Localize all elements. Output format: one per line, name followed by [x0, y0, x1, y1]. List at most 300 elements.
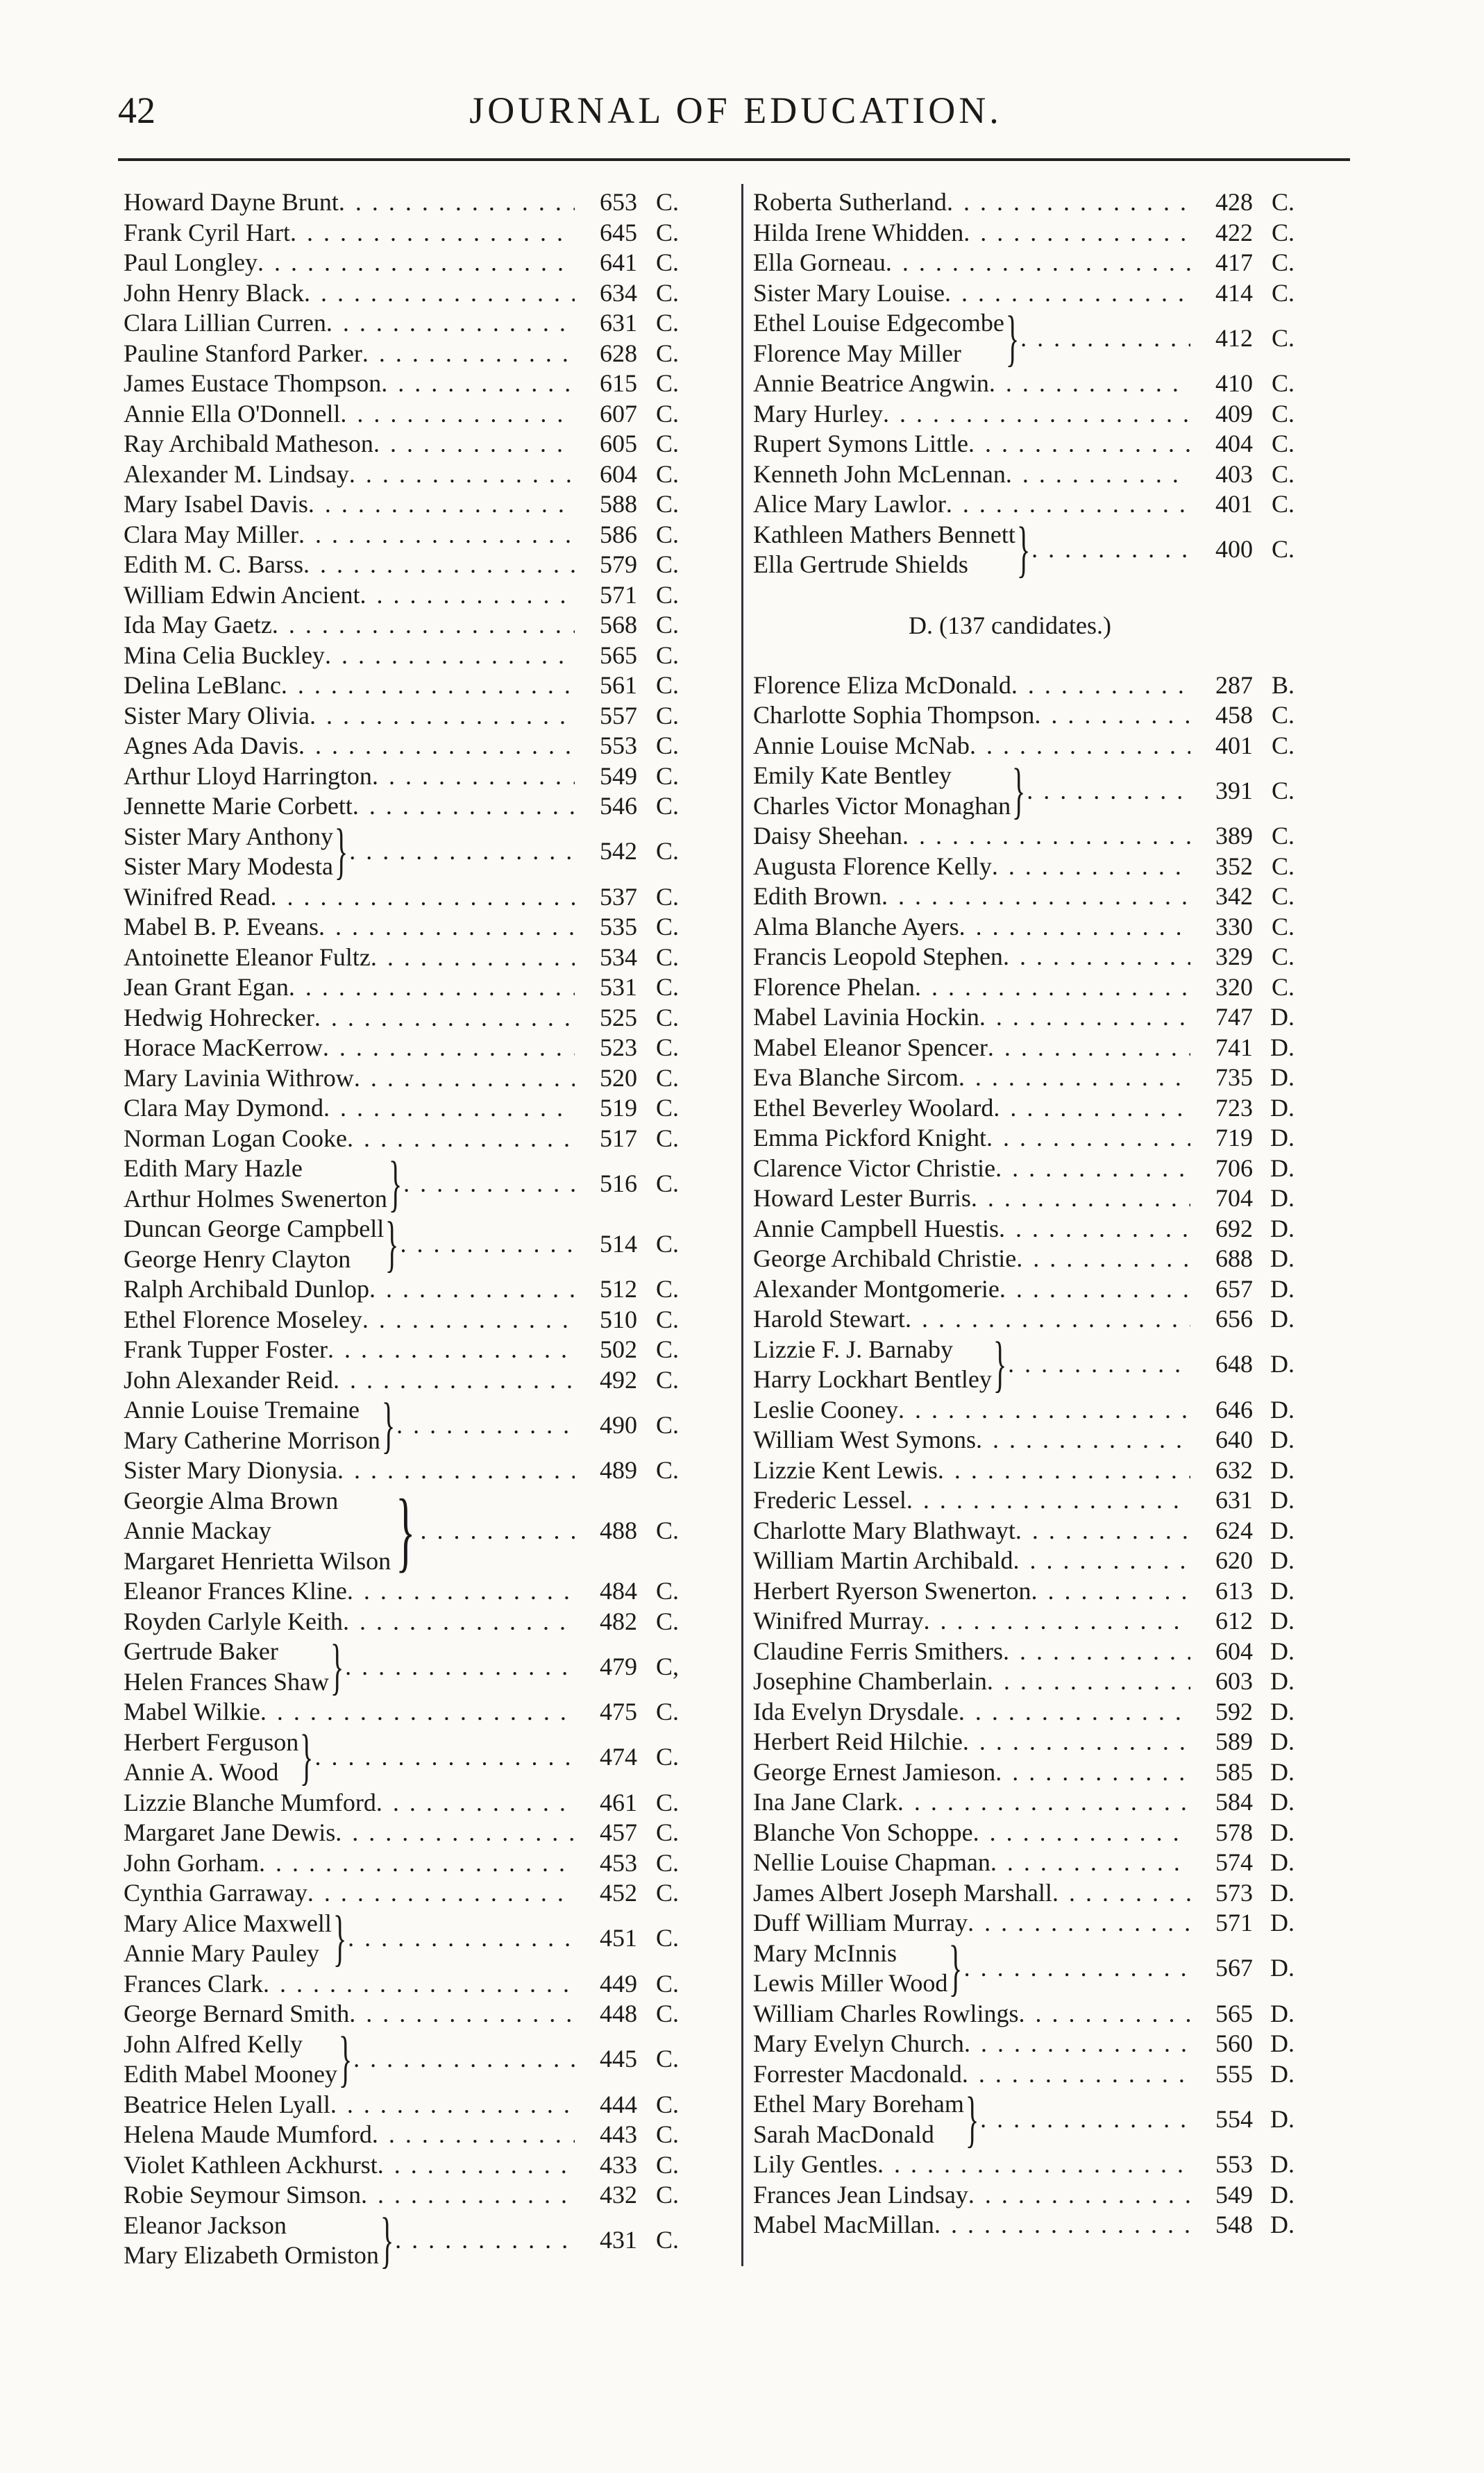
candidate-entry — [753, 1666, 1295, 1697]
candidate-name: Forrester Macdonald — [753, 2059, 962, 2088]
candidate-entry — [124, 399, 679, 430]
candidate-grade: C. — [655, 399, 679, 428]
candidate-entry — [124, 2090, 679, 2120]
candidate-names — [753, 1878, 1052, 1909]
candidate-grade: C. — [655, 792, 679, 820]
candidate-name: Frances Jean Lindsay — [753, 2180, 968, 2209]
candidate-entry — [124, 1149, 679, 1218]
candidate-entry — [124, 580, 679, 611]
candidate-names — [753, 1455, 938, 1486]
leader-dots — [340, 399, 575, 430]
candidate-score: 719 — [1215, 1124, 1253, 1151]
candidate-names — [753, 1214, 999, 1244]
candidate-name: Mary Catherine Morrison — [124, 1426, 380, 1454]
candidate-grade: C. — [655, 611, 679, 639]
candidate-entry — [753, 1395, 1295, 1426]
leader-dots — [905, 1304, 1190, 1335]
leader-dots — [369, 1274, 575, 1305]
candidate-grade: C. — [1271, 369, 1295, 397]
group-brace: } — [300, 1723, 314, 1791]
candidate-score: 735 — [1215, 1063, 1253, 1091]
candidate-names — [124, 1637, 329, 1697]
candidate-entry — [124, 1607, 679, 1637]
candidate-grade: D. — [1270, 1033, 1295, 1061]
candidate-names — [753, 972, 915, 1003]
leader-dots — [339, 187, 575, 218]
candidate-grade: D. — [1270, 1546, 1295, 1574]
candidate-name: Alma Blanche Ayers — [753, 912, 959, 940]
candidate-grade: B. — [1271, 670, 1295, 699]
candidate-entry — [753, 1425, 1295, 1455]
leader-dots — [946, 489, 1190, 520]
candidate-name: Violet Kathleen Ackhurst — [124, 2150, 378, 2179]
candidate-score: 589 — [1215, 1728, 1253, 1755]
candidate-name: Francis Leopold Stephen — [753, 943, 1003, 970]
candidate-name: William Martin Archibald — [753, 1546, 1013, 1574]
candidate-score: 523 — [600, 1033, 637, 1061]
candidate-grade: C. — [1271, 490, 1295, 518]
candidate-grade: C. — [655, 1969, 679, 1998]
candidate-name: Sister Mary Dionysia — [124, 1456, 337, 1484]
candidate-grade: D. — [1270, 1274, 1295, 1303]
candidate-score: 555 — [1215, 2059, 1253, 2088]
candidate-names — [124, 339, 362, 369]
candidate-names — [753, 2029, 964, 2059]
candidate-name: Mary Elizabeth Ormiston — [124, 2241, 379, 2269]
leader-dots — [400, 1229, 575, 1260]
candidate-entry — [124, 761, 679, 792]
candidate-entry — [124, 1365, 679, 1396]
leader-dots — [381, 369, 575, 399]
candidate-score: 656 — [1215, 1305, 1253, 1333]
candidate-names — [753, 852, 992, 882]
candidate-score: 479 — [600, 1652, 637, 1680]
candidate-grade: C. — [1271, 278, 1295, 307]
candidate-grade: C. — [655, 1924, 679, 1952]
candidate-score: 565 — [600, 641, 637, 669]
candidate-entry — [124, 791, 679, 822]
candidate-names — [753, 1335, 992, 1395]
candidate-names — [753, 1516, 1015, 1546]
candidate-score: 404 — [1215, 430, 1253, 457]
candidate-names — [124, 972, 289, 1003]
candidate-names — [124, 187, 339, 218]
candidate-score: 641 — [600, 248, 637, 276]
candidate-score: 352 — [1215, 852, 1253, 880]
candidate-entry — [124, 1969, 679, 2000]
candidate-name: Ethel Louise Edgecombe — [753, 309, 1004, 337]
candidate-entry — [124, 641, 679, 671]
candidate-score: 585 — [1215, 1757, 1253, 1786]
candidate-name: Herbert Ryerson Swenerton — [753, 1576, 1031, 1605]
leader-dots — [1016, 1244, 1190, 1274]
candidate-name: Harry Lockhart Bentley — [753, 1365, 992, 1393]
candidate-names — [753, 1848, 990, 1878]
candidate-entry — [753, 2180, 1295, 2211]
leader-dots — [968, 2180, 1190, 2211]
leader-dots — [1031, 1576, 1190, 1607]
candidate-score: 444 — [600, 2090, 637, 2118]
candidate-name: Emily Kate Bentley — [753, 761, 952, 789]
candidate-grade: C. — [655, 2045, 679, 2073]
candidate-names — [124, 1003, 314, 1033]
candidate-grade: D. — [1270, 1455, 1295, 1484]
candidate-name: Arthur Holmes Swenerton — [124, 1184, 387, 1213]
leader-dots — [877, 2150, 1190, 2180]
candidate-entry — [753, 1757, 1295, 1788]
candidate-names — [124, 580, 360, 611]
candidate-name: James Albert Joseph Marshall — [753, 1878, 1052, 1907]
candidate-entry — [753, 1093, 1295, 1124]
candidate-score: 571 — [600, 580, 637, 609]
group-brace: } — [330, 1632, 344, 1701]
candidate-entry — [124, 1904, 679, 1973]
leader-dots — [995, 1154, 1190, 1184]
candidate-entry — [753, 1818, 1295, 1848]
candidate-name: George Bernard Smith — [124, 2000, 350, 2027]
candidate-names — [753, 459, 1006, 490]
candidate-name: Sister Mary Olivia — [124, 701, 310, 729]
candidate-name: Ella Gorneau — [753, 248, 886, 276]
candidate-entry — [124, 943, 679, 973]
candidate-names — [124, 1124, 347, 1154]
candidate-score: 653 — [600, 188, 637, 216]
candidate-name: Duff William Murray — [753, 1909, 968, 1936]
left-column — [124, 187, 679, 2274]
leader-dots — [1027, 776, 1190, 807]
candidate-entry — [124, 459, 679, 490]
candidate-names — [124, 670, 281, 701]
candidate-score: 451 — [600, 1924, 637, 1952]
candidate-names — [753, 1274, 1000, 1305]
candidate-names — [124, 1969, 263, 2000]
candidate-entry — [124, 339, 679, 369]
group-brace: } — [332, 1904, 347, 1973]
candidate-entry — [124, 731, 679, 761]
candidate-name: Sister Mary Louise — [753, 278, 945, 307]
leader-dots — [290, 218, 575, 248]
leader-dots — [308, 489, 575, 520]
leader-dots — [303, 550, 575, 580]
candidate-names — [124, 1455, 337, 1486]
candidate-name: Blanche Von Schoppe — [753, 1818, 973, 1846]
section-d-list — [753, 670, 1295, 2240]
candidate-entry — [124, 2206, 679, 2274]
candidate-name: Frederic Lessel — [753, 1486, 907, 1514]
candidate-name: Paul Longley — [124, 248, 258, 276]
candidate-entry — [753, 1848, 1295, 1878]
section-d-heading: D. (137 candidates.) — [909, 611, 1111, 639]
candidate-names — [124, 459, 349, 490]
candidate-names — [753, 1697, 959, 1728]
candidate-entry — [124, 701, 679, 732]
candidate-score: 578 — [1215, 1818, 1253, 1846]
candidate-grade: C. — [655, 882, 679, 911]
candidate-score: 431 — [600, 2226, 637, 2254]
leader-dots — [938, 1455, 1190, 1486]
leader-dots — [886, 248, 1190, 278]
candidate-entry — [753, 1908, 1295, 1939]
candidate-names — [124, 399, 340, 430]
candidate-score: 571 — [1215, 1909, 1253, 1936]
candidate-name: Lily Gentles — [753, 2150, 877, 2178]
candidate-name: Ida Evelyn Drysdale — [753, 1697, 959, 1725]
candidate-names — [124, 308, 326, 339]
candidate-name: Annie Beatrice Angwin — [753, 369, 989, 397]
candidate-score: 412 — [1215, 323, 1253, 352]
candidate-score: 342 — [1215, 882, 1253, 910]
leader-dots — [1052, 1878, 1190, 1909]
leader-dots — [964, 1953, 1190, 1984]
candidate-name: Robie Seymour Simson — [124, 2181, 362, 2209]
leader-dots — [923, 1606, 1190, 1637]
candidate-name: Florence Eliza McDonald — [753, 670, 1011, 699]
leader-dots — [1006, 459, 1190, 490]
candidate-score: 603 — [1215, 1667, 1253, 1695]
candidate-grade: C. — [655, 1577, 679, 1605]
candidate-entry — [753, 515, 1295, 584]
candidate-score: 688 — [1215, 1244, 1253, 1272]
candidate-score: 645 — [600, 218, 637, 246]
candidate-grade: C. — [1271, 218, 1295, 246]
candidate-entry — [124, 1878, 679, 1909]
candidate-names — [124, 761, 372, 792]
candidate-grade: D. — [1270, 1728, 1295, 1755]
candidate-names — [753, 308, 1004, 369]
candidate-grade: C. — [655, 1063, 679, 1092]
candidate-grade: D. — [1270, 1426, 1295, 1453]
candidate-grade: C. — [1271, 459, 1295, 488]
candidate-grade: D. — [1270, 1063, 1295, 1091]
leader-dots — [971, 1183, 1190, 1214]
group-brace: } — [1016, 515, 1031, 584]
candidate-grade: D. — [1270, 1214, 1295, 1242]
candidate-score: 410 — [1215, 369, 1253, 397]
candidate-entry — [753, 881, 1295, 912]
candidate-names — [753, 881, 882, 912]
candidate-grade: C. — [655, 732, 679, 759]
candidate-name: Frank Tupper Foster — [124, 1335, 328, 1363]
candidate-name: Lizzie Kent Lewis — [753, 1455, 938, 1484]
candidate-score: 632 — [1215, 1455, 1253, 1484]
candidate-score: 584 — [1215, 1788, 1253, 1816]
candidate-names — [124, 1607, 343, 1637]
candidate-names — [124, 1878, 307, 1909]
candidate-grade: C. — [655, 1848, 679, 1877]
candidate-entry — [124, 1274, 679, 1305]
candidate-name: Herbert Reid Hilchie — [753, 1728, 963, 1755]
candidate-entry — [753, 248, 1295, 278]
candidate-entry — [124, 218, 679, 248]
leader-dots — [980, 2104, 1190, 2135]
candidate-score: 628 — [600, 339, 637, 367]
candidate-entry — [753, 972, 1295, 1003]
leader-dots — [1013, 1546, 1190, 1576]
candidate-names — [753, 731, 970, 761]
candidate-name: Annie Mackay — [124, 1517, 271, 1544]
leader-dots — [378, 2150, 575, 2181]
candidate-entry — [753, 821, 1295, 852]
candidate-name: Herbert Ferguson — [124, 1728, 299, 1756]
candidate-grade: C. — [1271, 822, 1295, 850]
leader-dots — [970, 731, 1190, 761]
leader-dots — [259, 1848, 575, 1879]
leader-dots — [298, 731, 575, 761]
candidate-grade: C. — [1271, 188, 1295, 216]
candidate-entry — [124, 550, 679, 580]
candidate-name: George Henry Clayton — [124, 1244, 351, 1273]
candidate-entry — [753, 1606, 1295, 1637]
group-brace: } — [396, 1480, 416, 1581]
candidate-grade: D. — [1270, 1244, 1295, 1272]
candidate-names — [124, 429, 373, 459]
candidate-grade: C. — [655, 520, 679, 548]
candidate-entry — [753, 369, 1295, 399]
candidate-score: 443 — [600, 2120, 637, 2148]
candidate-grade: C. — [655, 761, 679, 790]
candidate-score: 492 — [600, 1365, 637, 1394]
candidate-entry — [124, 308, 679, 339]
leader-dots — [959, 1063, 1190, 1093]
candidate-name: William West Symons — [753, 1426, 976, 1453]
candidate-grade: C. — [655, 1169, 679, 1197]
candidate-names — [124, 1697, 260, 1728]
candidate-score: 417 — [1215, 248, 1253, 276]
candidate-score: 542 — [600, 837, 637, 866]
candidate-score: 615 — [600, 369, 637, 397]
candidate-score: 461 — [600, 1788, 637, 1816]
candidate-name: Daisy Sheehan — [753, 822, 902, 850]
candidate-names — [124, 912, 319, 943]
candidate-score: 329 — [1215, 943, 1253, 970]
candidate-name: Rupert Symons Little — [753, 430, 968, 457]
candidate-name: Eleanor Jackson — [124, 2211, 287, 2239]
candidate-entry — [124, 882, 679, 913]
candidate-name: Emma Pickford Knight — [753, 1124, 986, 1151]
candidate-names — [124, 1848, 259, 1879]
candidate-grade: C. — [655, 339, 679, 367]
candidate-name: Josephine Chamberlain — [753, 1667, 987, 1695]
candidate-score: 489 — [600, 1456, 637, 1484]
candidate-entry — [124, 187, 679, 218]
leader-dots — [976, 1425, 1190, 1455]
candidate-name: Annie Louise McNab — [753, 731, 970, 759]
candidate-score: 389 — [1215, 822, 1253, 850]
leader-dots — [959, 1697, 1190, 1728]
group-brace: } — [1005, 303, 1020, 373]
candidate-grade: C. — [655, 1698, 679, 1725]
candidate-name: George Archibald Christie — [753, 1244, 1017, 1272]
candidate-entry — [753, 1214, 1295, 1244]
leader-dots — [897, 1787, 1190, 1818]
candidate-grade: D. — [1270, 1697, 1295, 1725]
candidate-name: Edith Mary Hazle — [124, 1154, 303, 1182]
candidate-names — [753, 912, 959, 943]
candidate-entry — [124, 1632, 679, 1701]
candidate-name: Annie Louise Tremaine — [124, 1396, 360, 1424]
candidate-name: Arthur Lloyd Harrington — [124, 761, 372, 790]
candidate-names — [124, 1486, 391, 1577]
candidate-names — [124, 1214, 384, 1274]
candidate-grade: C. — [655, 2090, 679, 2118]
leader-dots — [354, 1063, 575, 1094]
candidate-score: 422 — [1215, 218, 1253, 246]
candidate-name: Charlotte Mary Blathwayt — [753, 1516, 1015, 1544]
candidate-grade: C. — [655, 459, 679, 488]
candidate-names — [124, 1818, 335, 1848]
candidate-name: Mary Lavinia Withrow — [124, 1063, 354, 1092]
candidate-grade: C. — [1271, 972, 1295, 1001]
candidate-name: James Eustace Thompson — [124, 369, 382, 397]
candidate-entry — [753, 1183, 1295, 1214]
candidate-score: 535 — [600, 913, 637, 940]
candidate-names — [124, 1999, 349, 2029]
candidate-grade: C. — [655, 913, 679, 940]
candidate-entry — [753, 1002, 1295, 1033]
candidate-grade: C. — [655, 1033, 679, 1061]
candidate-score: 519 — [600, 1094, 637, 1122]
candidate-entry — [753, 1878, 1295, 1909]
candidate-score: 475 — [600, 1698, 637, 1725]
candidate-names — [124, 278, 304, 309]
candidate-grade: C. — [1271, 323, 1295, 352]
leader-dots — [270, 882, 575, 913]
candidate-score: 525 — [600, 1003, 637, 1031]
candidate-grade: D. — [1270, 2211, 1295, 2238]
candidate-name: Helena Maude Mumford — [124, 2120, 372, 2148]
candidate-names — [124, 550, 303, 580]
candidate-entry — [124, 972, 679, 1003]
candidate-names — [753, 1546, 1013, 1576]
candidate-name: Hilda Irene Whidden — [753, 218, 964, 246]
candidate-score: 631 — [600, 309, 637, 337]
candidate-names — [753, 1757, 995, 1788]
candidate-names — [124, 822, 333, 882]
candidate-score: 453 — [600, 1848, 637, 1877]
leader-dots — [337, 1455, 575, 1486]
candidate-entry — [753, 1485, 1295, 1516]
leader-dots — [963, 1727, 1190, 1757]
candidate-name: Kathleen Mathers Bennett — [753, 520, 1015, 548]
journal-title: JOURNAL OF EDUCATION. — [469, 90, 1002, 131]
group-brace: } — [338, 2025, 353, 2093]
candidate-grade: D. — [1270, 2029, 1295, 2057]
candidate-entry — [753, 1455, 1295, 1486]
candidate-name: Eleanor Frances Kline — [124, 1577, 347, 1605]
group-brace: } — [381, 1390, 396, 1460]
candidate-grade: C. — [655, 1305, 679, 1333]
candidate-names — [124, 1154, 387, 1214]
candidate-names — [753, 1183, 971, 1214]
leader-dots — [326, 308, 575, 339]
leader-dots — [349, 459, 575, 490]
candidate-entry — [124, 1305, 679, 1335]
candidate-entry — [124, 369, 679, 399]
candidate-grade: C. — [655, 580, 679, 609]
candidate-grade: C. — [1271, 943, 1295, 970]
candidate-grade: D. — [1270, 1003, 1295, 1031]
candidate-grade: C. — [655, 1607, 679, 1635]
candidate-name: Alexander Montgomerie — [753, 1274, 1000, 1303]
leader-dots — [298, 520, 575, 550]
candidate-names — [124, 248, 258, 278]
candidate-name: Annie Campbell Huestis — [753, 1214, 999, 1242]
candidate-names — [753, 369, 989, 399]
candidate-name: Annie A. Wood — [124, 1758, 279, 1786]
leader-dots — [362, 339, 575, 369]
candidate-entry — [753, 1546, 1295, 1576]
leader-dots — [883, 399, 1190, 430]
